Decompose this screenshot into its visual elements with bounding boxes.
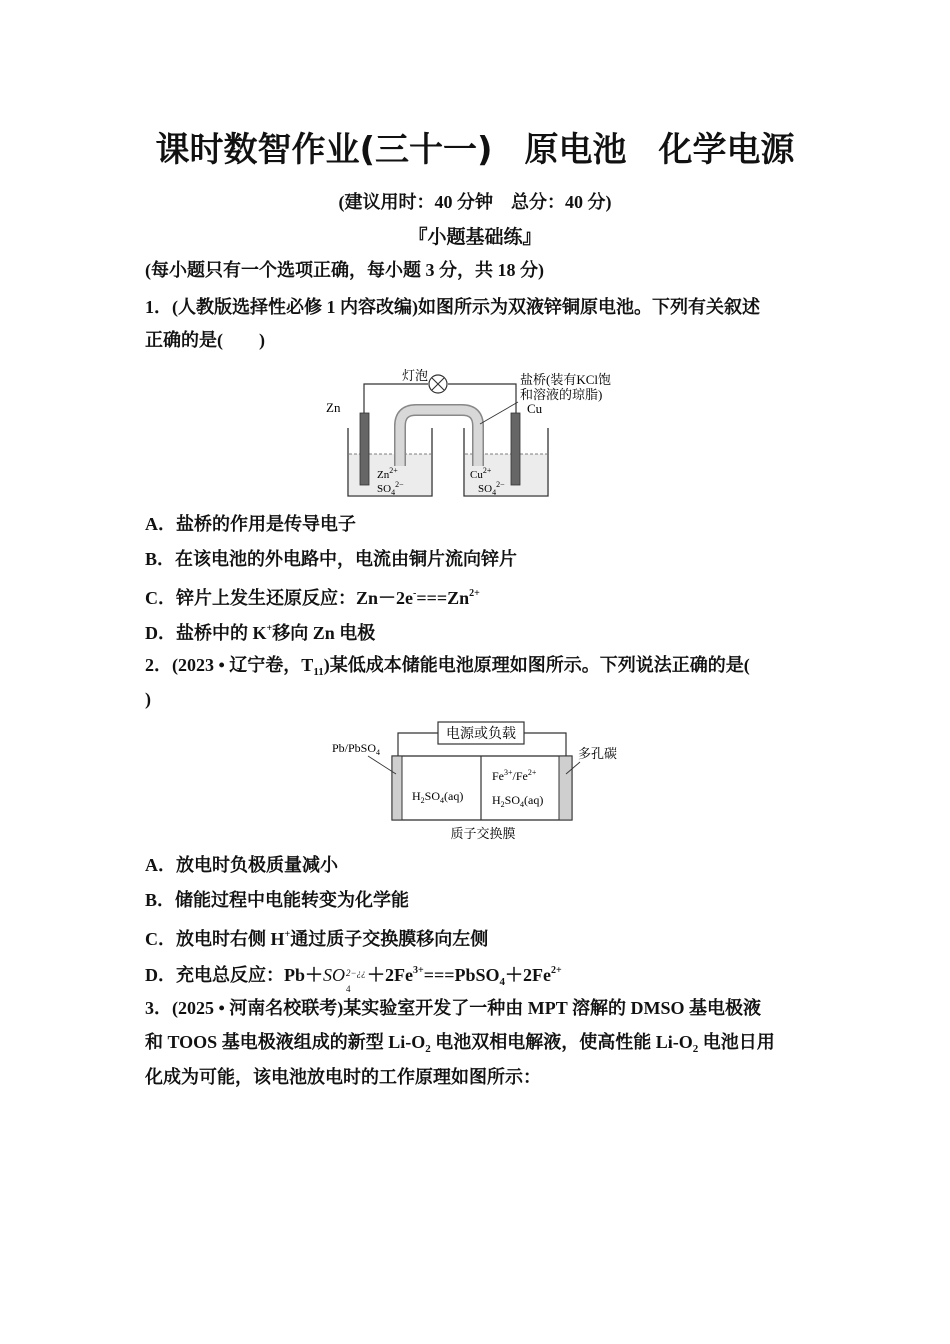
bulb-icon (429, 375, 447, 393)
membrane-label: 质子交换膜 (450, 826, 516, 841)
left-electrode (392, 756, 402, 820)
source-label: 电源或负载 (446, 727, 516, 742)
zn-label: Zn (326, 400, 341, 415)
bulb-label: 灯泡 (402, 368, 429, 383)
total-score: 总分：40 分) (511, 192, 612, 212)
sulfate-right: $SO_4^{2-}$ (478, 480, 505, 497)
salt-bridge-label-2: 和溶液的琼脂) (520, 387, 603, 402)
title-main: 课时数智作业(三十一) (155, 130, 493, 170)
q2-stem-line1: 2．(2023 • 辽宁卷，$T_{11}$)某低成本储能电池原理如图所示。下列说法正确的是( (145, 655, 750, 678)
salt-bridge-label-1: 盐桥(装有KCl饱 (520, 372, 612, 387)
zn-electrode (360, 413, 369, 485)
q3-stem-line2: 和 TOOS 基电极液组成的新型 $Li-O_2$ 电池双相电解液，使高性能 $Li-O_2$ 电池日用 (145, 1032, 775, 1055)
q2-option-c: C．放电时右侧 H+通过质子交换膜移向左侧 (145, 929, 489, 949)
q3-stem-line3: 化成为可能，该电池放电时的工作原理如图所示： (145, 1067, 541, 1087)
q1-stem-line1: 1．(人教版选择性必修 1 内容改编)如图所示为双液锌铜原电池。下列有关叙述 (145, 297, 760, 317)
q2-option-d: D．充电总反应：Pb＋SO 2−¿¿ 4 $+2Fe^{3+}===PbSO_4+2Fe^{2+}$ (145, 965, 562, 994)
q3-stem-line1: 3．(2025 • 河南名校联考)某实验室开发了一种由 MPT 溶解的 DMSO 基电极液 (145, 998, 761, 1018)
instruction: (每小题只有一个选项正确，每小题 3 分，共 18 分) (145, 260, 544, 280)
right-electrode (559, 756, 572, 820)
q1-galvanic-cell-figure (320, 366, 640, 504)
cu-ion: $Cu^{2+}$ (470, 466, 492, 481)
q2-option-a: A．放电时负极质量减小 (145, 855, 338, 875)
q2-battery-figure (328, 718, 628, 844)
q1-option-c: C．锌片上发生还原反应：$Zn-2e^-===Zn^{2+}$ (145, 588, 480, 608)
right-electrode-label: 多孔碳 (578, 746, 618, 761)
q1-option-d: D．盐桥中的 K+移向 Zn 电极 (145, 623, 376, 643)
q1-option-a: A．盐桥的作用是传导电子 (145, 514, 356, 534)
title-part3: 化学电源 (658, 130, 795, 170)
page-title (0, 122, 950, 171)
sulfate-left: $SO_4^{2-}$ (377, 480, 404, 497)
right-solution: $H_2SO_4(aq)$ (492, 793, 544, 809)
title-part2: 原电池 (524, 130, 627, 170)
q2-option-b: B．储能过程中电能转变为化学能 (145, 890, 410, 910)
zn-ion: $Zn^{2+}$ (377, 466, 398, 481)
cu-label: Cu (527, 401, 543, 416)
suggested-time: (建议用时：40 分钟 (338, 192, 493, 212)
q1-option-b: B．在该电池的外电路中，电流由铜片流向锌片 (145, 549, 518, 569)
time-info (0, 188, 950, 214)
right-ions: $Fe^{3+}/Fe^{2+}$ (492, 768, 537, 783)
left-solution: $H_2SO_4(aq)$ (412, 789, 464, 805)
cu-electrode (511, 413, 520, 485)
q2-stem-line2: ) (145, 689, 151, 709)
q1-stem-line2: 正确的是( ) (145, 330, 265, 350)
left-electrode-label: Pb/PbSO$_4$ (332, 741, 381, 757)
section-heading: 『小题基础练』 (408, 226, 542, 248)
